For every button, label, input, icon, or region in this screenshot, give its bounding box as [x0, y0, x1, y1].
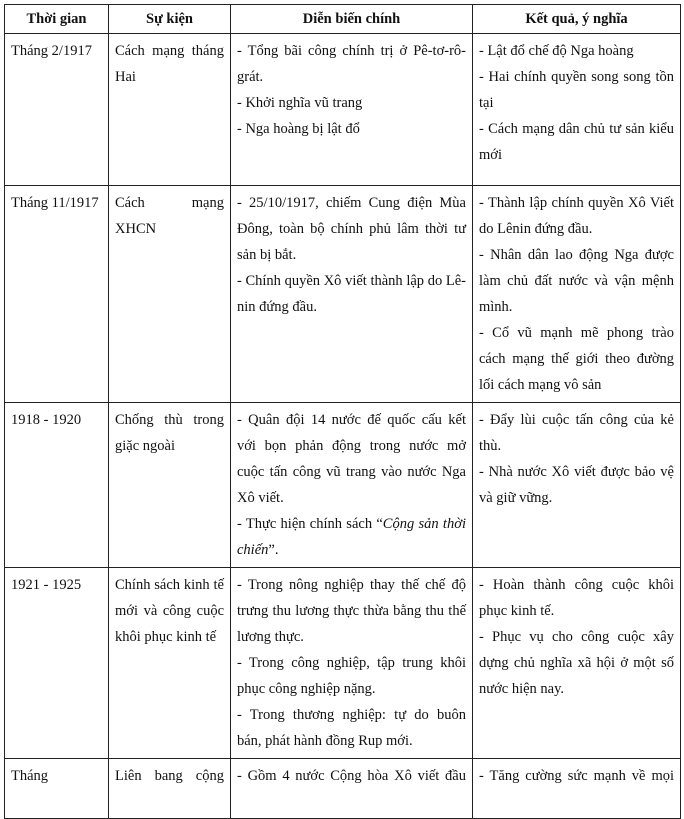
result-item: - Đẩy lùi cuộc tấn công của kẻ thù.: [479, 412, 674, 454]
cell-event: Cách mạng XHCN: [109, 186, 231, 403]
result-item: - Nhân dân lao động Nga được làm chủ đất nước và vận mệnh mình.: [479, 247, 674, 315]
cell-event: Cách mạng tháng Hai: [109, 34, 231, 186]
cell-time: Tháng 11/1917: [5, 186, 109, 403]
progress-item: - Gồm 4 nước Cộng hòa Xô viết đầu: [237, 768, 466, 784]
progress-item: - Trong thương nghiệp: tự do buôn bán, phát hành đồng Rup mới.: [237, 707, 466, 749]
result-item: - Cách mạng dân chủ tư sản kiểu mới: [479, 121, 674, 163]
policy-name: Cộng sản thời chiến: [237, 516, 466, 558]
cell-results: [473, 403, 681, 568]
cell-results: [473, 568, 681, 759]
table-row: [5, 568, 681, 759]
cell-progress: [231, 403, 473, 568]
cell-results: [473, 759, 681, 819]
progress-item: - Tổng bãi công chính trị ở Pê-tơ-rô-grát.: [237, 43, 466, 85]
result-item: - Tăng cường sức mạnh về mọi: [479, 768, 674, 784]
result-item: - Phục vụ cho công cuộc xây dựng chủ nghĩa xã hội ở một số nước hiện nay.: [479, 629, 674, 697]
table-row: [5, 403, 681, 568]
progress-item: - Thực hiện chính sách “Cộng sản thời chiến”.: [237, 516, 466, 558]
history-table: [4, 4, 681, 819]
progress-item: - Nga hoàng bị lật đổ: [237, 121, 360, 137]
cell-event: Liên bang cộng: [109, 759, 231, 819]
result-item: - Nhà nước Xô viết được bảo vệ và giữ vững.: [479, 464, 674, 506]
document-page: [4, 4, 681, 819]
cell-event: Chính sách kinh tế mới và công cuộc khôi phục kinh tế: [109, 568, 231, 759]
progress-item: - 25/10/1917, chiếm Cung điện Mùa Đông, toàn bộ chính phủ lâm thời tư sản bị bắt.: [237, 195, 466, 263]
cell-results: [473, 186, 681, 403]
progress-item: - Trong công nghiệp, tập trung khôi phục công nghiệp nặng.: [237, 655, 466, 697]
cell-time: 1918 - 1920: [5, 403, 109, 568]
progress-item: - Quân đội 14 nước đế quốc cấu kết với bọn phản động trong nước mở cuộc tấn công vũ trang vào nước Nga Xô viết.: [237, 412, 466, 506]
header-row: [5, 5, 681, 34]
result-item: - Hoàn thành công cuộc khôi phục kinh tế.: [479, 577, 674, 619]
cell-progress: [231, 186, 473, 403]
cell-progress: [231, 34, 473, 186]
cell-time: 1921 - 1925: [5, 568, 109, 759]
progress-item: - Khởi nghĩa vũ trang: [237, 95, 363, 111]
cell-progress: [231, 568, 473, 759]
table-row: [5, 759, 681, 819]
header-results: Kết quả, ý nghĩa: [473, 5, 681, 34]
table-row: [5, 34, 681, 186]
header-event: Sự kiện: [109, 5, 231, 34]
result-item: - Cổ vũ mạnh mẽ phong trào cách mạng thế giới theo đường lối cách mạng vô sản: [479, 325, 674, 393]
table-row: [5, 186, 681, 403]
progress-item: - Chính quyền Xô viết thành lập do Lê-nin đứng đầu.: [237, 273, 466, 315]
result-item: - Thành lập chính quyền Xô Viết do Lênin đứng đầu.: [479, 195, 674, 237]
cell-time: Tháng 2/1917: [5, 34, 109, 186]
cell-event: Chống thù trong giặc ngoài: [109, 403, 231, 568]
cell-results: [473, 34, 681, 186]
cell-progress: [231, 759, 473, 819]
cell-time: Tháng: [5, 759, 109, 819]
progress-item: - Trong nông nghiệp thay thế chế độ trưng thu lương thực thừa bằng thu thế lương thực.: [237, 577, 466, 645]
result-item: - Hai chính quyền song song tồn tại: [479, 69, 674, 111]
result-item: - Lật đổ chế độ Nga hoàng: [479, 43, 634, 59]
header-progress: Diễn biến chính: [231, 5, 473, 34]
header-time: Thời gian: [5, 5, 109, 34]
